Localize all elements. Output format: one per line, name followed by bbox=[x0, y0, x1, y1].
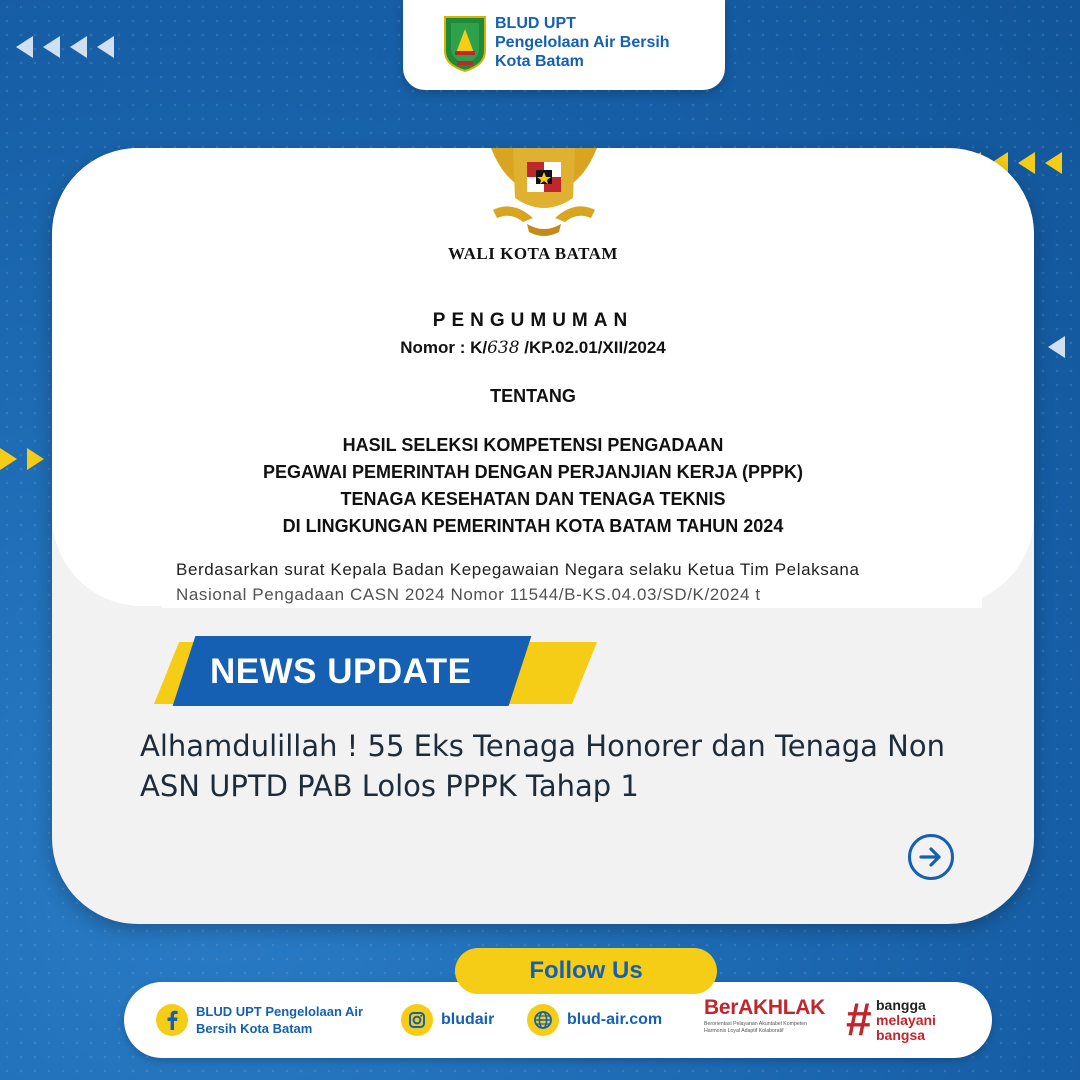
facebook-name-line2: Bersih Kota Batam bbox=[196, 1021, 313, 1036]
document-subject-line: DI LINGKUNGAN PEMERINTAH KOTA BATAM TAHUN 2024 bbox=[282, 516, 784, 536]
document-body-line: Nasional Pengadaan CASN 2024 Nomor 11544/B-KS.04.03/SD/K/2024 t bbox=[176, 585, 761, 604]
document-issuer: WALI KOTA BATAM bbox=[448, 244, 618, 263]
document-number-prefix: Nomor : K/ bbox=[400, 338, 488, 357]
news-update-label: NEWS UPDATE bbox=[210, 652, 472, 691]
globe-icon bbox=[527, 1004, 559, 1036]
news-headline-line: ASN UPTD PAB Lolos PPPK Tahap 1 bbox=[140, 769, 639, 803]
bangsa-word: bangsa bbox=[876, 1027, 926, 1043]
read-more-button[interactable] bbox=[908, 834, 954, 880]
document-subject-line: TENAGA KESEHATAN DAN TENAGA TEKNIS bbox=[340, 489, 726, 509]
berakhlak-logo bbox=[704, 996, 828, 1046]
facebook-icon bbox=[156, 1004, 188, 1036]
batam-crest-icon bbox=[441, 13, 489, 73]
berakhlak-wordmark: BerAKHLAK bbox=[704, 996, 825, 1019]
document-subject-line: HASIL SELEKSI KOMPETENSI PENGADAAN bbox=[342, 435, 724, 455]
facebook-link[interactable] bbox=[156, 982, 363, 1058]
document-body-line: Berdasarkan surat Kepala Badan Kepegawaian Negara selaku Ketua Tim Pelaksana bbox=[176, 560, 860, 579]
document-number-handwritten: 638 bbox=[487, 338, 520, 358]
document-heading: PENGUMUMAN bbox=[432, 310, 634, 331]
news-card bbox=[52, 148, 1034, 924]
news-headline-line: Alhamdulillah ! 55 Eks Tenaga Honorer dan Tenaga Non bbox=[140, 729, 945, 763]
instagram-icon bbox=[401, 1004, 433, 1036]
follow-us-label: Follow Us bbox=[455, 948, 717, 994]
melayani-word: melayani bbox=[876, 1012, 936, 1028]
instagram-handle: bludair bbox=[441, 1011, 495, 1028]
facebook-name-line1: BLUD UPT Pengelolaan Air bbox=[196, 1004, 364, 1019]
arrow-right-circle-icon bbox=[918, 844, 944, 870]
chevron-decoration-top-left bbox=[16, 36, 114, 58]
document-subject bbox=[52, 432, 1024, 540]
header-title-line2: Pengelolaan Air Bersih bbox=[495, 34, 670, 51]
document-about: TENTANG bbox=[490, 386, 576, 406]
bangga-melayani-bangsa-logo bbox=[846, 994, 956, 1046]
news-headline[interactable] bbox=[140, 726, 1020, 806]
document-subject-line: PEGAWAI PEMERINTAH DENGAN PERJANJIAN KERJA (PPPK) bbox=[262, 462, 804, 482]
document-body bbox=[176, 557, 976, 606]
website-url: blud-air.com bbox=[567, 1011, 663, 1028]
announcement-document-image bbox=[52, 148, 1034, 606]
bangga-word: bangga bbox=[876, 997, 926, 1013]
header-title-line3: Kota Batam bbox=[495, 53, 584, 70]
hashtag-icon: # bbox=[846, 993, 872, 1045]
berakhlak-tagline-line1: Berorientasi Pelayanan Akuntabel Kompeten bbox=[704, 1021, 807, 1027]
berakhlak-tagline-line2: Harmonis Loyal Adaptif Kolaboratif bbox=[704, 1028, 784, 1034]
news-update-banner bbox=[140, 636, 560, 708]
header-title-line1: BLUD UPT bbox=[495, 15, 576, 32]
document-number-suffix: /KP.02.01/XII/2024 bbox=[524, 338, 666, 357]
header-badge bbox=[403, 0, 725, 90]
garuda-emblem-icon bbox=[483, 148, 605, 244]
document-number bbox=[52, 338, 1024, 358]
chevron-decoration-right bbox=[1048, 336, 1065, 358]
